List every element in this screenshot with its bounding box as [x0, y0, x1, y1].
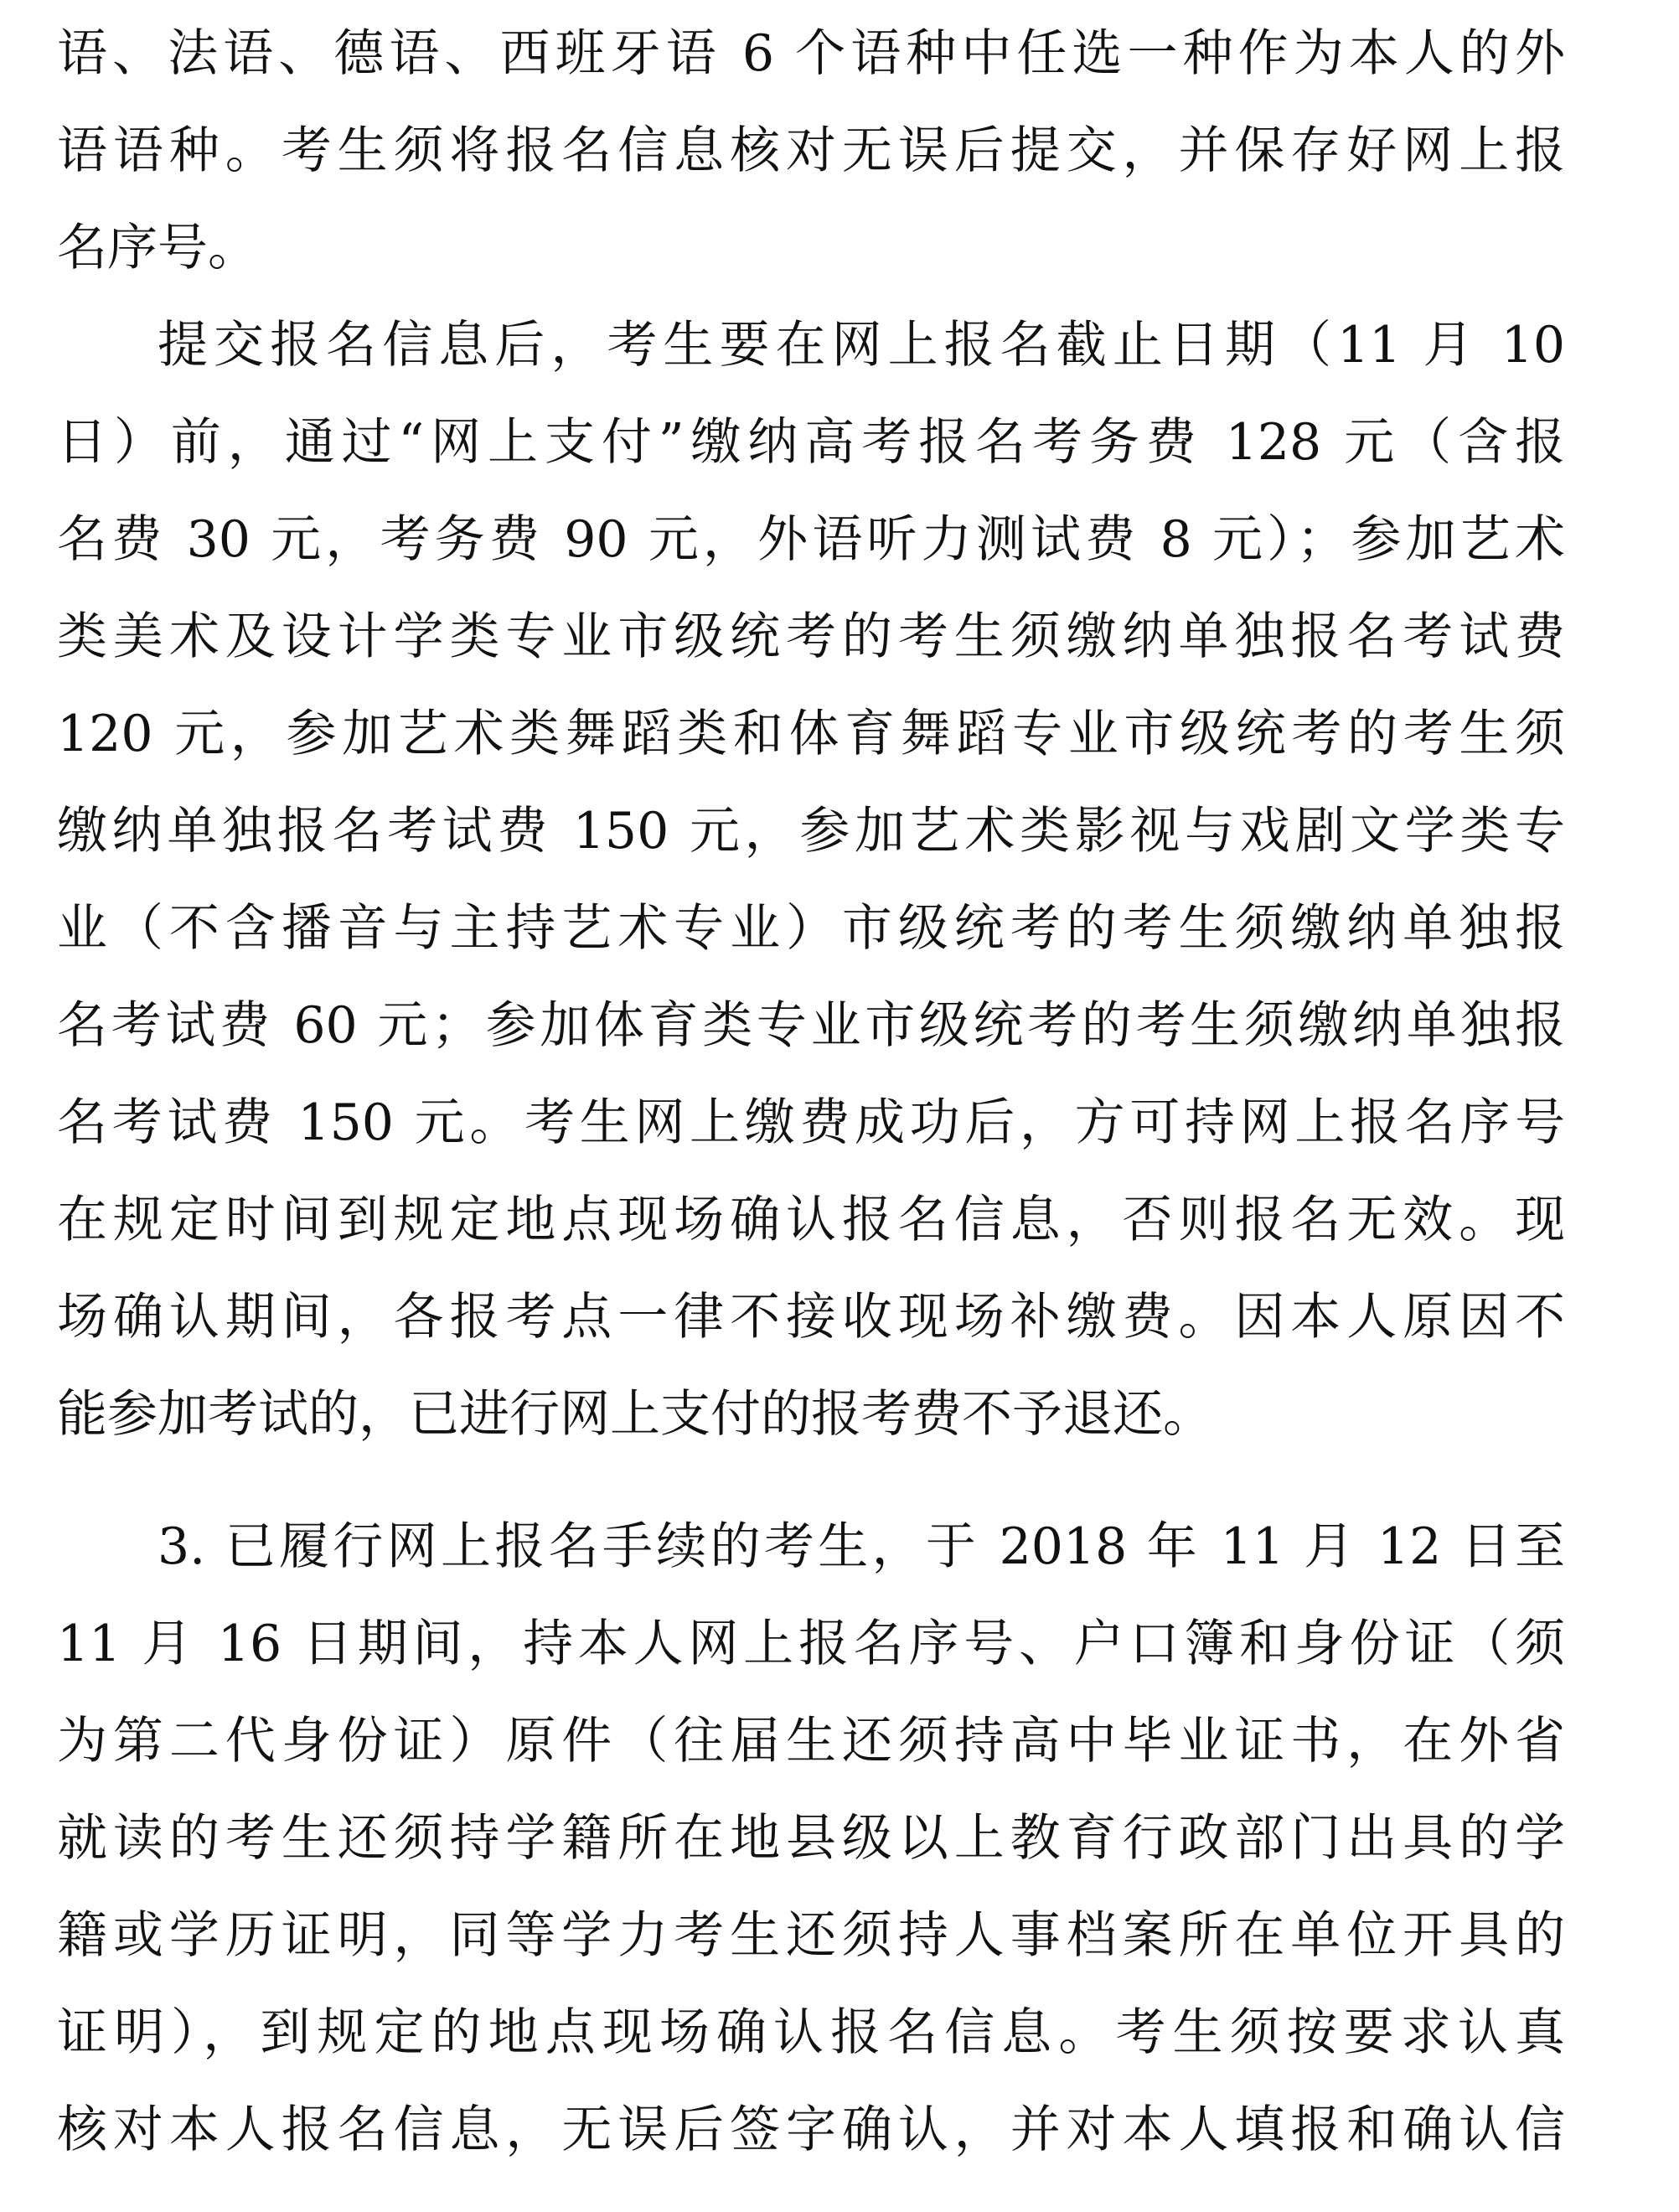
text-line: 证明），到规定的地点现场确认报名信息。考生须按要求认真 — [57, 2003, 1565, 2062]
text-line: 场确认期间，各报考点一律不接收现场补缴费。因本人原因不 — [57, 1288, 1565, 1346]
paragraph-first-line: 提交报名信息后，考生要在网上报名截止日期（11 月 10 — [158, 316, 1565, 375]
text-line: 类美术及设计学类专业市级统考的考生须缴纳单独报名考试费 — [57, 607, 1565, 666]
text-line: 120 元，参加艺术类舞蹈类和体育舞蹈专业市级统考的考生须 — [57, 705, 1565, 763]
text-line: 名序号。 — [57, 219, 258, 277]
text-line: 缴纳单独报名考试费 150 元，参加艺术类影视与戏剧文学类专 — [57, 802, 1565, 861]
text-line: 名费 30 元，考务费 90 元，外语听力测试费 8 元）；参加艺术 — [57, 510, 1565, 569]
text-line: 为第二代身份证）原件（往届生还须持高中毕业证书，在外省 — [57, 1712, 1565, 1770]
text-line: 语语种。考生须将报名信息核对无误后提交，并保存好网上报 — [57, 121, 1565, 180]
text-line: 日）前，通过“网上支付”缴纳高考报名考务费 128 元（含报 — [57, 413, 1565, 472]
text-line: 籍或学历证明，同等学力考生还须持人事档案所在单位开具的 — [57, 1906, 1565, 1965]
text-line: 名考试费 60 元；参加体育类专业市级统考的考生须缴纳单独报 — [57, 996, 1565, 1055]
text-line: 名考试费 150 元。考生网上缴费成功后，方可持网上报名序号 — [57, 1093, 1565, 1152]
text-line: 就读的考生还须持学籍所在地县级以上教育行政部门出具的学 — [57, 1809, 1565, 1868]
text-line: 在规定时间到规定地点现场确认报名信息，否则报名无效。现 — [57, 1191, 1565, 1249]
text-line: 核对本人报名信息，无误后签字确认，并对本人填报和确认信 — [57, 2101, 1565, 2159]
text-line: 语、法语、德语、西班牙语 6 个语种中任选一种作为本人的外 — [57, 24, 1565, 83]
text-line: 业（不含播音与主持艺术专业）市级统考的考生须缴纳单独报 — [57, 899, 1565, 958]
paragraph-first-line: 3. 已履行网上报名手续的考生，于 2018 年 11 月 12 日至 — [158, 1517, 1565, 1576]
text-line: 能参加考试的，已进行网上支付的报考费不予退还。 — [57, 1385, 1213, 1444]
text-line: 11 月 16 日期间，持本人网上报名序号、户口簿和身份证（须 — [57, 1615, 1565, 1673]
